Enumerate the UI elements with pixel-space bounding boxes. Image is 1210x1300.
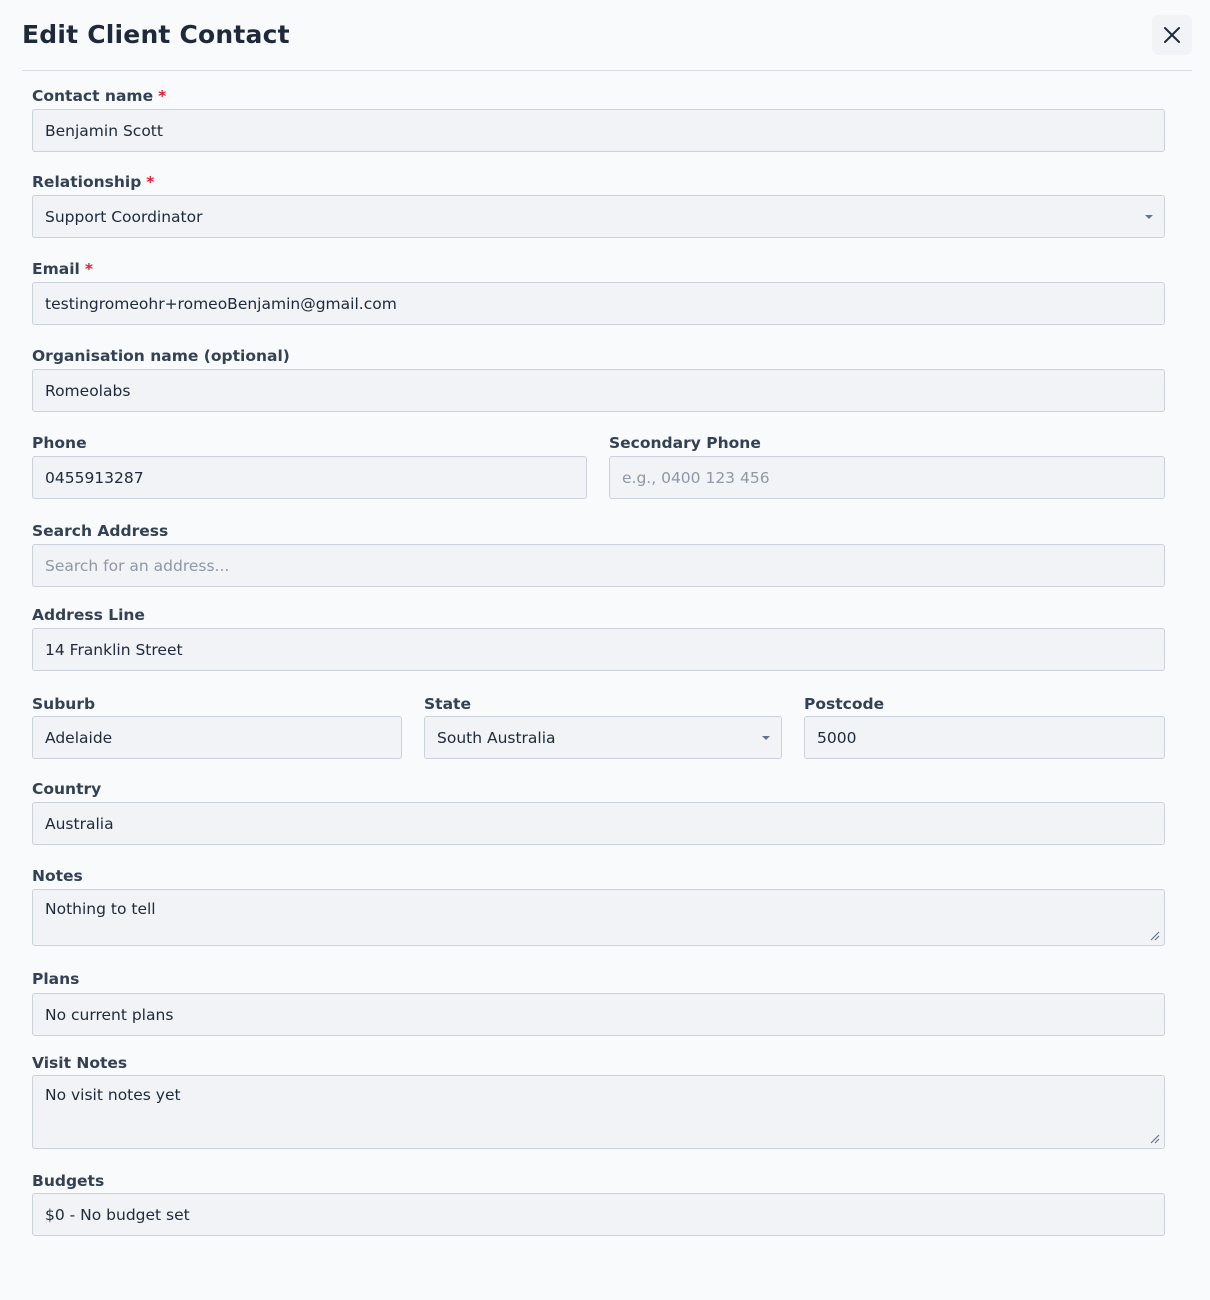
required-marker: * bbox=[146, 173, 155, 191]
close-icon bbox=[1163, 26, 1181, 44]
secondary-phone-input[interactable] bbox=[609, 456, 1165, 499]
country-input[interactable] bbox=[32, 802, 1165, 845]
plans-label: Plans bbox=[32, 970, 80, 988]
required-marker: * bbox=[84, 260, 93, 278]
phone-label: Phone bbox=[32, 434, 87, 452]
suburb-label: Suburb bbox=[32, 695, 96, 713]
resize-handle-icon[interactable] bbox=[1148, 1132, 1160, 1144]
suburb-input[interactable] bbox=[32, 716, 402, 759]
postcode-input[interactable] bbox=[804, 716, 1165, 759]
state-select[interactable] bbox=[424, 716, 782, 759]
country-value: Australia bbox=[45, 814, 114, 833]
contact-name-label bbox=[32, 87, 166, 105]
search-address-input[interactable] bbox=[32, 544, 1165, 587]
contact-name-label-text: Contact name bbox=[32, 87, 154, 105]
secondary-phone-placeholder: e.g., 0400 123 456 bbox=[622, 468, 770, 487]
budgets-input[interactable] bbox=[32, 1193, 1165, 1236]
relationship-value: Support Coordinator bbox=[45, 207, 203, 226]
visit-notes-value: No visit notes yet bbox=[45, 1086, 181, 1104]
secondary-phone-label: Secondary Phone bbox=[609, 434, 761, 452]
organisation-value: Romeolabs bbox=[45, 381, 131, 400]
country-label: Country bbox=[32, 780, 102, 798]
address-line-label: Address Line bbox=[32, 606, 145, 624]
notes-value: Nothing to tell bbox=[45, 900, 156, 918]
state-label: State bbox=[424, 695, 471, 713]
close-button[interactable] bbox=[1152, 15, 1192, 55]
email-input[interactable] bbox=[32, 282, 1165, 325]
email-value: testingromeohr+romeoBenjamin@gmail.com bbox=[45, 294, 397, 313]
address-line-input[interactable] bbox=[32, 628, 1165, 671]
resize-handle-icon[interactable] bbox=[1148, 929, 1160, 941]
state-value: South Australia bbox=[437, 728, 556, 747]
plans-value: No current plans bbox=[45, 1005, 174, 1024]
contact-name-input[interactable] bbox=[32, 109, 1165, 152]
postcode-value: 5000 bbox=[817, 728, 857, 747]
chevron-down-icon bbox=[1145, 215, 1153, 219]
email-label-text: Email bbox=[32, 260, 80, 278]
phone-value: 0455913287 bbox=[45, 468, 144, 487]
relationship-label-text: Relationship bbox=[32, 173, 142, 191]
organisation-input[interactable] bbox=[32, 369, 1165, 412]
relationship-label bbox=[32, 173, 154, 191]
search-address-placeholder: Search for an address... bbox=[45, 556, 230, 575]
search-address-label: Search Address bbox=[32, 522, 169, 540]
budgets-value: $0 - No budget set bbox=[45, 1205, 190, 1224]
required-marker: * bbox=[158, 87, 167, 105]
modal-title: Edit Client Contact bbox=[22, 20, 290, 49]
notes-textarea[interactable] bbox=[32, 889, 1165, 946]
modal-header bbox=[22, 0, 1192, 71]
contact-name-value: Benjamin Scott bbox=[45, 121, 163, 140]
plans-input[interactable] bbox=[32, 993, 1165, 1036]
suburb-value: Adelaide bbox=[45, 728, 113, 747]
phone-input[interactable] bbox=[32, 456, 587, 499]
email-label bbox=[32, 260, 93, 278]
visit-notes-textarea[interactable] bbox=[32, 1075, 1165, 1149]
visit-notes-label: Visit Notes bbox=[32, 1054, 128, 1072]
address-line-value: 14 Franklin Street bbox=[45, 640, 183, 659]
postcode-label: Postcode bbox=[804, 695, 885, 713]
relationship-select[interactable] bbox=[32, 195, 1165, 238]
chevron-down-icon bbox=[762, 736, 770, 740]
notes-label: Notes bbox=[32, 867, 83, 885]
budgets-label: Budgets bbox=[32, 1172, 105, 1190]
organisation-label: Organisation name (optional) bbox=[32, 347, 290, 365]
